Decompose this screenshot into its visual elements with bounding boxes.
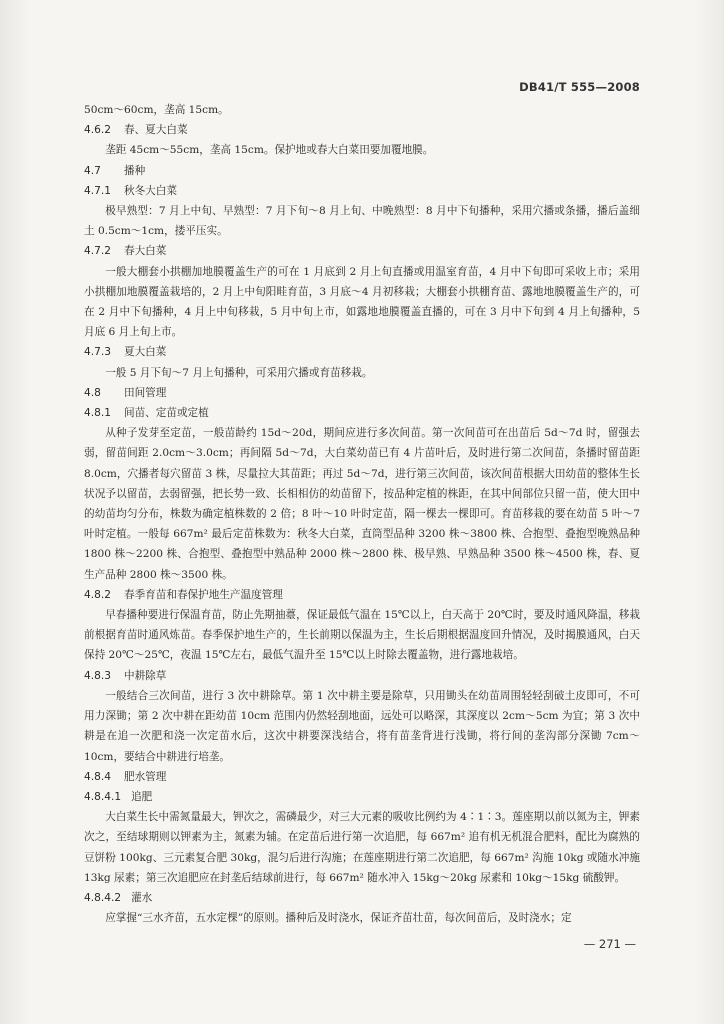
standard-code: DB41/T 555—2008 — [519, 80, 640, 94]
section-number: 4.7.1 — [84, 184, 111, 197]
section-number: 4.8.4.2 — [84, 891, 122, 904]
section-heading — [84, 767, 640, 787]
section-title: 中耕除草 — [124, 669, 167, 682]
page-number: — 271 — — [583, 937, 636, 951]
section-heading — [84, 383, 640, 403]
paragraph: 极早熟型：7 月上中旬、早熟型：7 月下旬～8 月上旬、中晚熟型：8 月中下旬播种，采用穴播或条播，播后盖细土 0.5cm～1cm，搂平压实。 — [84, 205, 640, 238]
section-title: 肥水管理 — [124, 770, 167, 783]
section-title: 追肥 — [131, 790, 153, 803]
section-number: 4.8.4.1 — [84, 790, 122, 803]
paragraph: 从种子发芽至定苗，一般苗龄约 15d～20d，期间应进行多次间苗。第一次间苗可在出苗后 5d～7d 时，留强去弱，留苗间距 2.0cm～3.0cm；再间隔 5d～7d，大白菜幼苗已有 4 片苗叶后，及时进行第二次间苗，条播时留苗距 8.0cm，穴播者每穴留苗 3 株，尽量拉大其苗距；再过 5d～7d，进行第三次间苗，该次间苗根据大田幼苗的整体生长状况予以留苗，去弱留强，把长势一致、长相相仿的幼苗留下，按品种定植的株距，在其中间部位只留一苗，使大田中的幼苗均匀分布，株数为确定植株数的 2 倍；8 叶～10 叶时定苗，隔一棵去一棵即可。育苗移栽的要在幼苗 5 叶～7 叶时定植。一般每 667m² 最后定苗株数为：秋冬大白菜，直筒型品种 3200 株～3800 株、合抱型、叠抱型晚熟品种 1800 株～2200 株、合抱型、叠抱型中熟品种 2000 株～2800 株、极早熟、早熟品种 3500 株～4500 株，春、夏生产品种 2800 株～3500 株。 — [84, 427, 640, 581]
section-title: 间苗、定苗或定植 — [124, 407, 209, 420]
document-body — [84, 100, 640, 928]
paragraph: 大白菜生长中需氮量最大，钾次之，需磷最少，对三大元素的吸收比例约为 4∶1∶3。莲座期以前以氮为主，钾素次之，至结球期则以钾素为主，氮素为辅。在定苗后进行第一次追肥，每 667m² 追有机无机混合肥料，配比为腐熟的豆饼粉 100kg、三元素复合肥 30kg，混匀后进行沟施；在莲座期进行第二次追肥，每 667m² 沟施 10kg 或随水冲施 13kg 尿素；第三次追肥应在封垄后结球前进行，每 667m² 随水冲入 15kg～20kg 尿素和 10kg～15kg 硫酸钾。 — [84, 811, 640, 884]
paragraph: 早春播种要进行保温育苗，防止先期抽薹，保证最低气温在 15℃以上，白天高于 20℃时，要及时通风降温，移栽前根据育苗时通风炼苗。春季保护地生产的，生长前期以保温为主，生长后期根据温度回升情况，及时揭膜通风，白天保持 20℃～25℃，夜温 15℃左右，最低气温升至 15℃以上时除去覆盖物，进行露地栽培。 — [84, 609, 640, 662]
paragraph: 一般 5 月下旬～7 月上旬播种，可采用穴播或育苗移栽。 — [105, 366, 373, 379]
section-heading — [84, 161, 640, 181]
section-title: 秋冬大白菜 — [124, 184, 177, 197]
section-number: 4.8.4 — [84, 770, 111, 783]
section-number: 4.7.3 — [84, 346, 111, 359]
section-title: 春大白菜 — [124, 245, 167, 258]
section-heading — [84, 585, 640, 605]
section-title: 田间管理 — [124, 386, 167, 399]
section-title: 夏大白菜 — [124, 346, 167, 359]
section-heading — [84, 888, 640, 908]
section-title: 灌水 — [131, 891, 153, 904]
section-title: 春季育苗和春保护地生产温度管理 — [124, 588, 283, 601]
section-heading — [84, 787, 640, 807]
section-heading — [84, 120, 640, 140]
section-heading — [84, 241, 640, 261]
paragraph: 垄距 45cm～55cm，垄高 15cm。保护地或春大白菜田要加覆地膜。 — [105, 144, 434, 157]
section-number: 4.7.2 — [84, 245, 111, 258]
paragraph: 一般大棚套小拱棚加地膜覆盖生产的可在 1 月底到 2 月上旬直播或用温室育苗，4 月中下旬即可采收上市；采用小拱棚加地膜覆盖栽培的，2 月上中旬阳畦育苗，3 月底～4 月初移栽；大棚套小拱棚育苗、露地地膜覆盖生产的，可在 2 月中下旬播种，4 月上中旬移栽，5 月中旬上市，如露地地膜覆盖直播的，可在 3 月中下旬到 4 月上旬播种，5 月底 6 月上旬上市。 — [84, 265, 640, 339]
section-number: 4.7 — [84, 164, 101, 177]
paragraph: 应掌握“三水齐苗，五水定棵”的原则。播种后及时浇水，保证齐苗壮苗，每次间苗后，及时浇水；定 — [105, 912, 572, 925]
section-heading — [84, 181, 640, 201]
paragraph: 一般结合三次间苗，进行 3 次中耕除草。第 1 次中耕主要是除草，只用锄头在幼苗周围轻轻刮破土皮即可，不可用力深锄；第 2 次中耕在距幼苗 10cm 范围内仍然轻刮地面，远处可以略深，其深度以 2cm～5cm 为宜；第 3 次中耕是在追一次肥和浇一次定苗水后，这次中耕要深浅结合，将有苗垄背进行浅锄，将行间的垄沟部分深锄 7cm～10cm，要结合中耕进行培垄。 — [84, 689, 640, 763]
section-heading — [84, 342, 640, 362]
section-number: 4.8.1 — [84, 407, 111, 420]
section-title: 春、夏大白菜 — [124, 124, 188, 137]
section-title: 播种 — [124, 164, 146, 177]
section-number: 4.8 — [84, 386, 101, 399]
section-heading — [84, 666, 640, 686]
section-heading — [84, 403, 640, 423]
section-number: 4.6.2 — [84, 124, 111, 137]
paragraph: 50cm～60cm，垄高 15cm。 — [84, 104, 229, 116]
section-number: 4.8.2 — [84, 588, 111, 601]
section-number: 4.8.3 — [84, 669, 111, 682]
